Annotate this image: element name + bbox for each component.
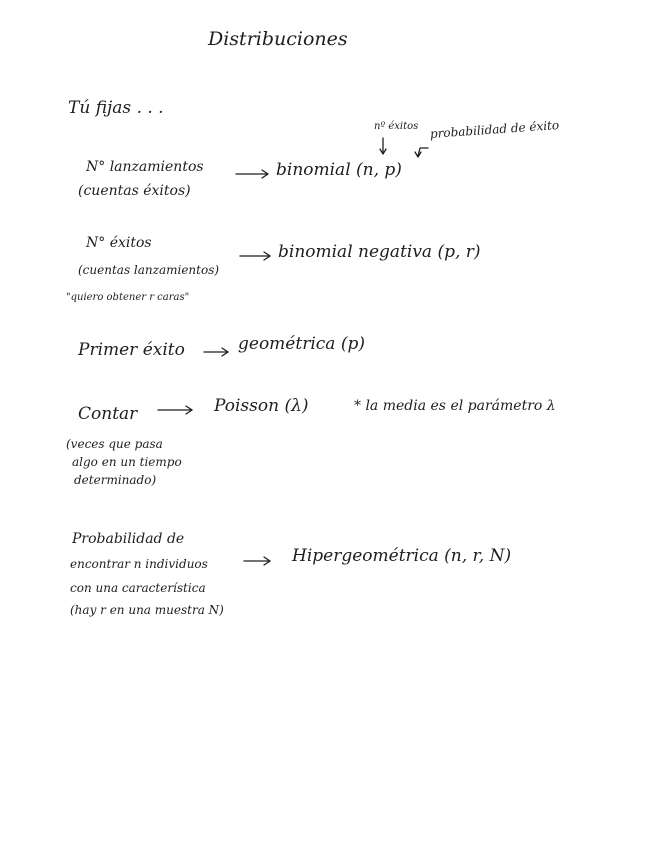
arrow-icon-binomial (236, 170, 268, 178)
hyper-left-line4: (hay r en una muestra N) (70, 603, 224, 617)
binomial-result: binomial (n, p) (276, 160, 402, 180)
hyper-left-line3: con una característica (70, 581, 206, 595)
binomial-left-line2: (cuentas éxitos) (78, 183, 191, 199)
geometric-result: geométrica (p) (238, 334, 365, 354)
negbin-quote: "quiero obtener r caras" (66, 292, 190, 303)
binomial-note-n: nº éxitos (374, 121, 419, 132)
negbin-left-line2: (cuentas lanzamientos) (78, 263, 220, 277)
binomial-note-p: probabilidad de éxito (429, 117, 560, 141)
page-title: Distribuciones (208, 28, 348, 50)
hyper-left-line2: encontrar n individuos (70, 557, 208, 571)
negbin-result: binomial negativa (p, r) (278, 242, 481, 262)
arrow-icon-poisson (158, 406, 192, 414)
hyper-result: Hipergeométrica (n, r, N) (292, 546, 512, 566)
pointer-icon-n (380, 138, 386, 154)
pointer-icon-p (415, 148, 428, 157)
arrow-icon-negbin (240, 252, 270, 260)
poisson-detail-line1: (veces que pasa (66, 437, 163, 451)
hyper-left-line1: Probabilidad de (72, 531, 185, 547)
poisson-result: Poisson (λ) (214, 396, 309, 416)
intro-text: Tú fijas . . . (68, 98, 164, 118)
poisson-detail-line3: determinado) (74, 473, 157, 487)
arrow-icon-hyper (244, 557, 270, 565)
arrow-icon-geometric (204, 348, 228, 356)
binomial-left-line1: N° lanzamientos (86, 159, 204, 175)
geometric-left: Primer éxito (78, 340, 185, 360)
poisson-left: Contar (78, 404, 138, 424)
poisson-note: * la media es el parámetro λ (354, 398, 556, 414)
poisson-detail-line2: algo en un tiempo (72, 455, 182, 469)
negbin-left-line1: N° éxitos (86, 235, 152, 251)
